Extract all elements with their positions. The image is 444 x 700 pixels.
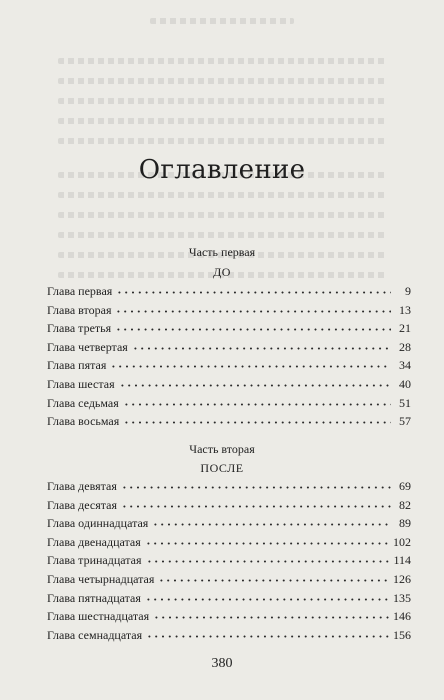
chapter-label: Глава первая (47, 284, 113, 298)
chapter-page: 82 (399, 497, 411, 512)
chapter-label: Глава четвертая (47, 339, 128, 354)
toc-entry[interactable] (47, 479, 411, 498)
chapter-page: 51 (399, 395, 411, 410)
toc-entry[interactable] (47, 303, 411, 322)
chapter-label: Глава пятнадцатая (47, 590, 141, 605)
dot-leader (153, 609, 389, 619)
chapter-list (47, 479, 411, 646)
chapter-label: Глава восьмая (47, 414, 120, 429)
dot-leader (145, 535, 389, 545)
part-title: ПОСЛЕ (200, 461, 244, 475)
toc-entry[interactable] (47, 284, 411, 303)
dot-leader (152, 516, 391, 526)
chapter-label: Глава тринадцатая (47, 553, 142, 568)
chapter-page: 40 (399, 376, 411, 391)
toc-entry[interactable] (47, 516, 411, 535)
dot-leader (121, 479, 391, 489)
chapter-page: 9 (405, 284, 411, 298)
chapter-page: 69 (399, 479, 411, 493)
dot-leader (119, 377, 391, 387)
chapter-label: Глава седьмая (47, 395, 119, 410)
chapter-page: 13 (399, 302, 411, 317)
dot-leader (115, 321, 391, 331)
chapter-label: Глава вторая (47, 302, 112, 317)
toc-entry[interactable] (47, 572, 411, 591)
chapter-label: Глава одиннадцатая (47, 516, 149, 531)
dot-leader (121, 498, 391, 508)
toc-entry[interactable] (47, 628, 411, 647)
page-number: 380 (211, 656, 233, 671)
part-label: Часть вторая (189, 442, 255, 456)
dot-leader (146, 553, 390, 563)
chapter-page: 114 (393, 553, 411, 568)
toc-entry[interactable] (47, 414, 411, 433)
chapter-page: 146 (393, 609, 411, 624)
chapter-page: 21 (399, 321, 411, 336)
toc-entry[interactable] (47, 609, 411, 628)
dot-leader (123, 396, 391, 406)
part-label: Часть первая (188, 245, 256, 259)
chapter-label: Глава девятая (47, 479, 117, 493)
chapter-label: Глава шестая (47, 376, 115, 391)
dot-leader (115, 303, 391, 313)
toc-entry[interactable] (47, 340, 411, 359)
chapter-page: 34 (399, 358, 411, 373)
dot-leader (146, 628, 389, 638)
chapter-page: 135 (393, 590, 411, 605)
chapter-page: 156 (393, 627, 411, 642)
chapter-label: Глава пятая (47, 358, 107, 373)
chapter-page: 57 (399, 414, 411, 429)
page-title: Оглавление (138, 155, 306, 185)
toc-entry[interactable] (47, 396, 411, 415)
chapter-page: 89 (399, 516, 411, 531)
chapter-label: Глава двенадцатая (47, 534, 141, 549)
chapter-label: Глава шестнадцатая (47, 609, 150, 624)
chapter-page: 126 (393, 571, 411, 586)
toc-entry[interactable] (47, 358, 411, 377)
toc-entry[interactable] (47, 498, 411, 517)
toc-entry[interactable] (47, 321, 411, 340)
chapter-page: 28 (399, 339, 411, 354)
chapter-label: Глава четырнадцатая (47, 571, 155, 586)
chapter-label: Глава третья (47, 321, 112, 336)
dot-leader (110, 358, 391, 368)
dot-leader (158, 572, 389, 582)
part-title: ДО (213, 265, 231, 279)
dot-leader (145, 591, 389, 601)
toc-entry[interactable] (47, 535, 411, 554)
toc-entry[interactable] (47, 377, 411, 396)
chapter-label: Глава семнадцатая (47, 627, 143, 642)
chapter-page: 102 (393, 534, 411, 549)
dot-leader (123, 414, 391, 424)
chapter-list (47, 284, 411, 433)
toc-entry[interactable] (47, 591, 411, 610)
chapter-label: Глава десятая (47, 497, 117, 512)
dot-leader (132, 340, 391, 350)
toc-entry[interactable] (47, 553, 411, 572)
dot-leader (116, 284, 391, 294)
